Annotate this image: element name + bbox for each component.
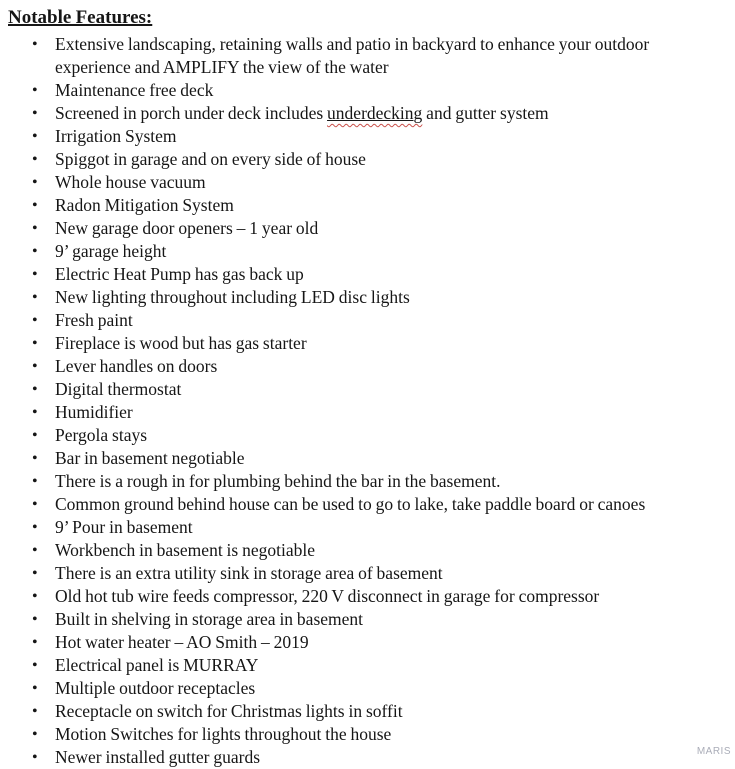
list-item [0, 240, 735, 263]
list-item [0, 148, 735, 171]
list-item [0, 125, 735, 148]
list-item [0, 677, 735, 700]
list-item-text: Multiple outdoor receptacles [55, 678, 256, 698]
list-item [0, 309, 735, 332]
bullet-icon: • [32, 335, 38, 352]
bullet-icon: • [32, 565, 38, 582]
list-item-text: Radon Mitigation System [55, 195, 234, 215]
bullet-icon: • [32, 36, 38, 53]
list-item-text: Electric Heat Pump has gas back up [55, 264, 304, 284]
bullet-icon: • [32, 749, 38, 766]
list-item [0, 700, 735, 723]
list-item-text: Spiggot in garage and on every side of house [55, 149, 366, 169]
misspelled-word: underdecking [327, 103, 423, 123]
list-item-text: 9’ garage height [55, 241, 167, 261]
list-item-text: Old hot tub wire feeds compressor, 220 V disconnect in garage for compressor [55, 586, 600, 606]
list-item-text: There is an extra utility sink in storage area of basement [55, 563, 443, 583]
bullet-icon: • [32, 174, 38, 191]
page-title: Notable Features: [8, 7, 153, 28]
bullet-icon: • [32, 243, 38, 260]
list-item-text: Humidifier [55, 402, 133, 422]
list-item [0, 286, 735, 309]
list-item [0, 516, 735, 539]
bullet-icon: • [32, 680, 38, 697]
bullet-icon: • [32, 427, 38, 444]
list-item-text: Common ground behind house can be used to go to lake, take paddle board or canoes [55, 494, 646, 514]
list-item-text: Whole house vacuum [55, 172, 206, 192]
list-item [0, 79, 735, 102]
bullet-icon: • [32, 634, 38, 651]
bullet-icon: • [32, 82, 38, 99]
list-item [0, 171, 735, 194]
list-item [0, 332, 735, 355]
list-item-text: Lever handles on doors [55, 356, 218, 376]
list-item [0, 562, 735, 585]
list-item-text: Screened in porch under deck includes underdecking and gutter system [55, 103, 549, 123]
list-item [0, 654, 735, 677]
bullet-icon: • [32, 151, 38, 168]
bullet-icon: • [32, 220, 38, 237]
list-item-text: Newer installed gutter guards [55, 747, 261, 767]
bullet-icon: • [32, 289, 38, 306]
list-item-text: New garage door openers – 1 year old [55, 218, 319, 238]
list-item-text: Fireplace is wood but has gas starter [55, 333, 307, 353]
list-item [0, 723, 735, 746]
bullet-icon: • [32, 473, 38, 490]
list-item-text: Motion Switches for lights throughout the house [55, 724, 392, 744]
bullet-icon: • [32, 588, 38, 605]
features-list [0, 33, 735, 769]
bullet-icon: • [32, 381, 38, 398]
watermark: MARIS [696, 746, 731, 757]
list-item [0, 217, 735, 240]
list-item [0, 608, 735, 631]
bullet-icon: • [32, 128, 38, 145]
bullet-icon: • [32, 404, 38, 421]
bullet-icon: • [32, 266, 38, 283]
bullet-icon: • [32, 726, 38, 743]
bullet-icon: • [32, 611, 38, 628]
list-item [0, 355, 735, 378]
list-item-text: Electrical panel is MURRAY [55, 655, 259, 675]
bullet-icon: • [32, 519, 38, 536]
list-item [0, 378, 735, 401]
list-item-text: Irrigation System [55, 126, 177, 146]
list-item [0, 539, 735, 562]
bullet-icon: • [32, 358, 38, 375]
list-item-text: Hot water heater – AO Smith – 2019 [55, 632, 309, 652]
list-item [0, 585, 735, 608]
list-item [0, 631, 735, 654]
list-item [0, 102, 735, 125]
list-item-text: Digital thermostat [55, 379, 182, 399]
list-item-text: Bar in basement negotiable [55, 448, 245, 468]
list-item [0, 447, 735, 470]
list-item-text: 9’ Pour in basement [55, 517, 193, 537]
list-item [0, 263, 735, 286]
list-item-text: Built in shelving in storage area in basement [55, 609, 364, 629]
bullet-icon: • [32, 657, 38, 674]
bullet-icon: • [32, 312, 38, 329]
bullet-icon: • [32, 105, 38, 122]
list-item-text: Extensive landscaping, retaining walls and patio in backyard to enhance your outdoor experience and AMPLIFY the view of the water [55, 34, 650, 77]
list-item [0, 470, 735, 493]
list-item [0, 424, 735, 447]
bullet-icon: • [32, 450, 38, 467]
list-item-text: New lighting throughout including LED disc lights [55, 287, 410, 307]
list-item-text: Receptacle on switch for Christmas lights in soffit [55, 701, 403, 721]
list-item [0, 33, 735, 79]
list-item-text: Workbench in basement is negotiable [55, 540, 315, 560]
list-item [0, 746, 735, 769]
bullet-icon: • [32, 496, 38, 513]
bullet-icon: • [32, 542, 38, 559]
bullet-icon: • [32, 197, 38, 214]
bullet-icon: • [32, 703, 38, 720]
list-item-text: Fresh paint [55, 310, 133, 330]
list-item [0, 401, 735, 424]
list-item-text: Maintenance free deck [55, 80, 214, 100]
list-item-text: Pergola stays [55, 425, 148, 445]
list-item [0, 493, 735, 516]
list-item-text: There is a rough in for plumbing behind the bar in the basement. [55, 471, 501, 491]
list-item [0, 194, 735, 217]
